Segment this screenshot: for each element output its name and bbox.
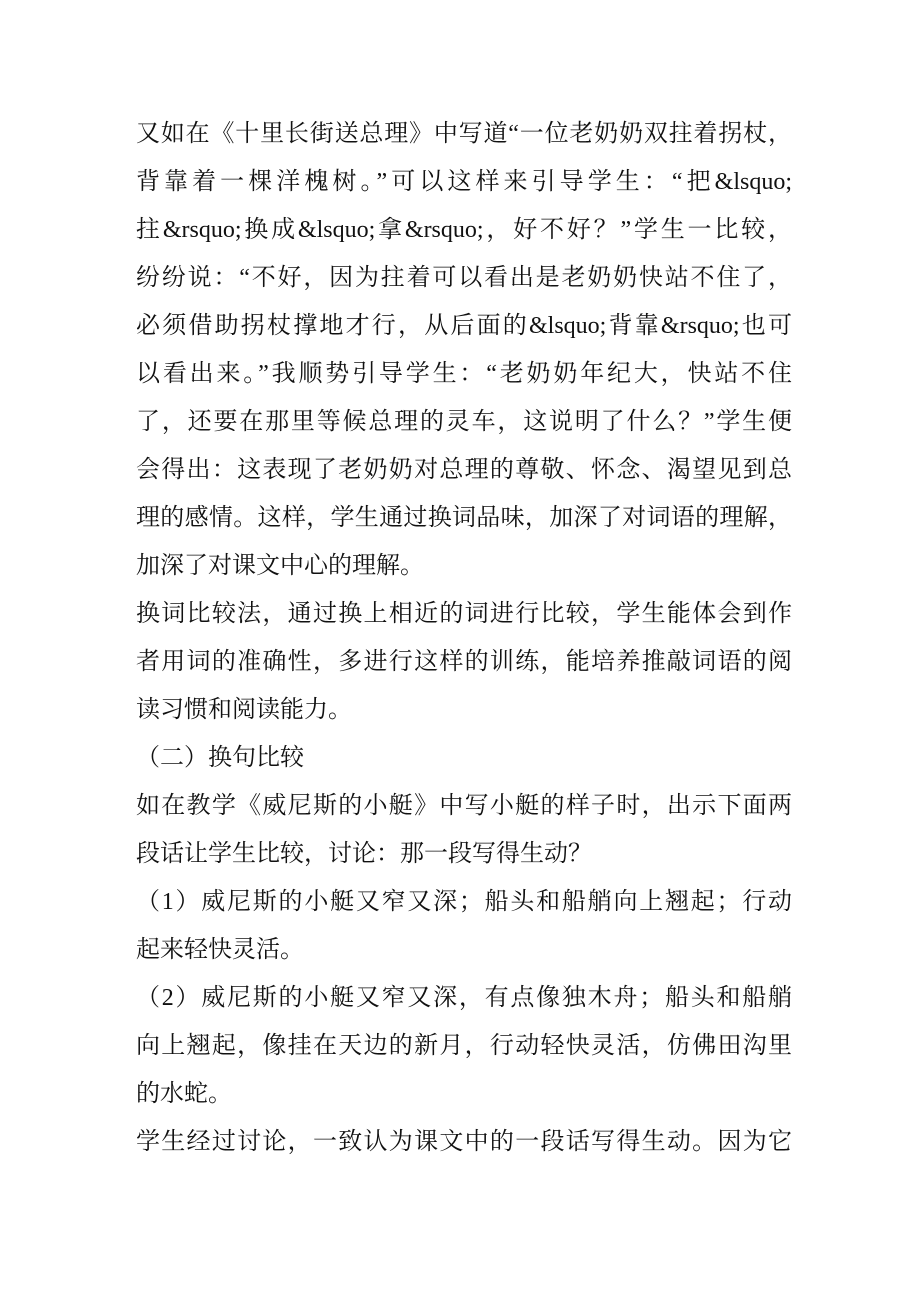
- text-block: [136, 110, 792, 1166]
- text-line: （2）威尼斯的小艇又窄又深，有点像独木舟；船头和船艄: [136, 985, 792, 1011]
- text-line: 加深了对课文中心的理解。: [136, 553, 424, 579]
- paragraph-discussion-conclusion: [136, 1118, 792, 1166]
- text-line: 又如在《十里长街送总理》中写道“一位老奶奶双拄着拐杖，: [136, 121, 792, 147]
- text-line: 会得出：这表现了老奶奶对总理的尊敬、怀念、渴望见到总: [136, 457, 792, 483]
- text-line: 理的感情。这样，学生通过换词品味，加深了对词语的理解，: [136, 505, 792, 531]
- text-line: 如在教学《威尼斯的小艇》中写小艇的样子时，出示下面两: [136, 793, 792, 819]
- paragraph-sentence-comparison-intro: [136, 782, 792, 878]
- text-line: 换词比较法，通过换上相近的词进行比较，学生能体会到作: [136, 601, 792, 627]
- text-line: 学生经过讨论，一致认为课文中的一段话写得生动。因为它: [136, 1129, 792, 1155]
- text-line: 段话让学生比较，讨论：那一段写得生动？: [136, 841, 592, 867]
- text-line: 必须借助拐杖撑地才行，从后面的&lsquo;背靠&rsquo;也可: [136, 313, 792, 339]
- text-line: 了，还要在那里等候总理的灵车，这说明了什么？”学生便: [136, 409, 792, 435]
- paragraph-section-heading: [136, 734, 792, 782]
- text-line: 向上翘起，像挂在天边的新月，行动轻快灵活，仿佛田沟里: [136, 1033, 792, 1059]
- text-line: 起来轻快灵活。: [136, 937, 304, 963]
- section-heading-line: （二）换句比较: [136, 745, 304, 771]
- text-line: 读习惯和阅读能力。: [136, 697, 352, 723]
- paragraph-word-substitution-example: [136, 110, 792, 590]
- text-line: 以看出来。”我顺势引导学生：“老奶奶年纪大，快站不住: [136, 361, 792, 387]
- paragraph-example-sentence-1: [136, 878, 792, 974]
- text-line: （1）威尼斯的小艇又窄又深；船头和船艄向上翘起；行动: [136, 889, 792, 915]
- text-line: 者用词的准确性，多进行这样的训练，能培养推敲词语的阅: [136, 649, 792, 675]
- text-line: 纷纷说：“不好，因为拄着可以看出是老奶奶快站不住了，: [136, 265, 792, 291]
- paragraph-word-substitution-summary: [136, 590, 792, 734]
- text-line: 的水蛇。: [136, 1081, 232, 1107]
- paragraph-example-sentence-2: [136, 974, 792, 1118]
- text-line: 背靠着一棵洋槐树。”可以这样来引导学生：“把&lsquo;: [136, 169, 792, 195]
- text-line: 拄&rsquo;换成&lsquo;拿&rsquo;，好不好？”学生一比较，: [136, 217, 792, 243]
